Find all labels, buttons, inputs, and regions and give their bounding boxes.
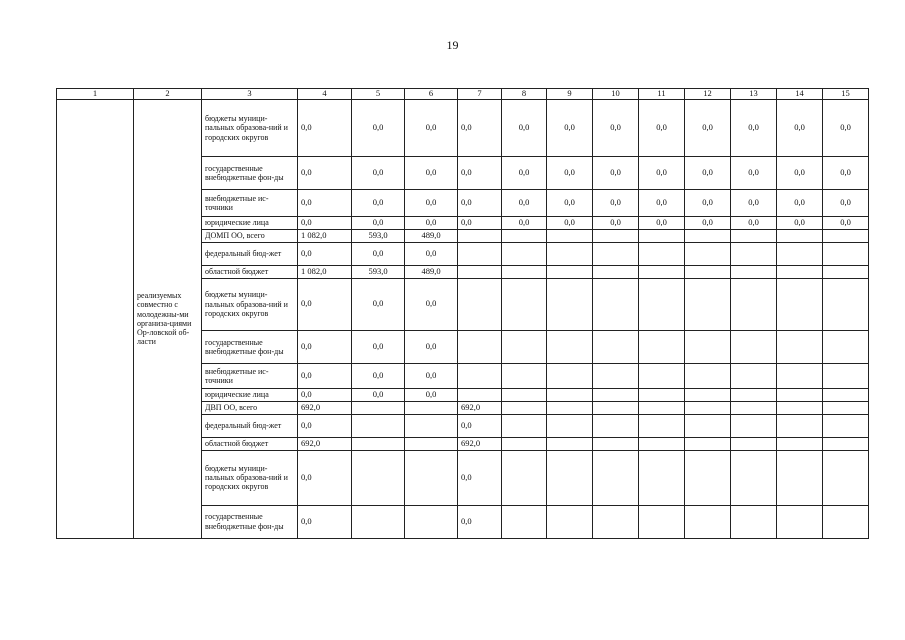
value-cell: 0,0 <box>593 217 639 230</box>
value-cell <box>777 414 823 437</box>
value-cell <box>731 363 777 388</box>
value-cell: 0,0 <box>298 414 352 437</box>
value-cell: 0,0 <box>731 190 777 217</box>
value-cell: 0,0 <box>731 217 777 230</box>
value-cell <box>458 330 502 363</box>
value-cell <box>685 388 731 401</box>
column-header: 2 <box>134 89 202 100</box>
column-header: 7 <box>458 89 502 100</box>
value-cell <box>777 265 823 278</box>
value-cell <box>502 401 547 414</box>
value-cell <box>731 450 777 505</box>
value-cell: 0,0 <box>405 190 458 217</box>
value-cell: 593,0 <box>352 265 405 278</box>
value-cell: 0,0 <box>777 190 823 217</box>
value-cell: 0,0 <box>685 190 731 217</box>
value-cell: 0,0 <box>777 100 823 157</box>
value-cell: 0,0 <box>547 217 593 230</box>
column-header: 4 <box>298 89 352 100</box>
value-cell <box>823 229 869 242</box>
value-cell: 0,0 <box>685 100 731 157</box>
value-cell <box>547 229 593 242</box>
value-cell <box>731 505 777 538</box>
value-cell: 0,0 <box>685 157 731 190</box>
value-cell: 0,0 <box>593 157 639 190</box>
value-cell: 0,0 <box>458 505 502 538</box>
value-cell: 0,0 <box>458 414 502 437</box>
value-cell: 0,0 <box>298 388 352 401</box>
value-cell <box>685 401 731 414</box>
column-header: 3 <box>202 89 298 100</box>
column-header: 13 <box>731 89 777 100</box>
value-cell <box>405 437 458 450</box>
value-cell <box>823 363 869 388</box>
value-cell: 0,0 <box>405 363 458 388</box>
value-cell: 0,0 <box>298 450 352 505</box>
value-cell <box>352 401 405 414</box>
value-cell <box>777 505 823 538</box>
value-cell <box>593 229 639 242</box>
value-cell <box>731 229 777 242</box>
value-cell <box>593 505 639 538</box>
value-cell <box>731 330 777 363</box>
value-cell <box>593 437 639 450</box>
value-cell <box>639 450 685 505</box>
value-cell: 0,0 <box>639 100 685 157</box>
value-cell <box>639 278 685 330</box>
value-cell <box>731 388 777 401</box>
value-cell: 0,0 <box>352 157 405 190</box>
funding-source-label: государственные внебюджетные фон-ды <box>202 505 298 538</box>
value-cell <box>547 265 593 278</box>
value-cell <box>593 401 639 414</box>
value-cell <box>639 437 685 450</box>
value-cell <box>502 363 547 388</box>
value-cell <box>458 242 502 265</box>
value-cell: 0,0 <box>547 157 593 190</box>
value-cell <box>593 278 639 330</box>
value-cell: 0,0 <box>298 278 352 330</box>
value-cell <box>547 242 593 265</box>
value-cell <box>547 278 593 330</box>
column-header: 11 <box>639 89 685 100</box>
value-cell <box>458 229 502 242</box>
value-cell: 0,0 <box>502 100 547 157</box>
value-cell: 692,0 <box>458 401 502 414</box>
column-header: 9 <box>547 89 593 100</box>
value-cell: 0,0 <box>405 330 458 363</box>
value-cell <box>502 229 547 242</box>
value-cell <box>547 363 593 388</box>
value-cell: 0,0 <box>547 100 593 157</box>
value-cell: 0,0 <box>639 217 685 230</box>
value-cell: 0,0 <box>298 505 352 538</box>
value-cell <box>593 414 639 437</box>
value-cell <box>823 437 869 450</box>
value-cell <box>502 414 547 437</box>
value-cell: 0,0 <box>639 157 685 190</box>
value-cell <box>731 265 777 278</box>
value-cell <box>777 401 823 414</box>
value-cell <box>823 278 869 330</box>
value-cell <box>823 388 869 401</box>
value-cell <box>823 414 869 437</box>
value-cell <box>547 330 593 363</box>
value-cell: 0,0 <box>405 157 458 190</box>
value-cell <box>685 229 731 242</box>
value-cell: 0,0 <box>458 100 502 157</box>
value-cell: 0,0 <box>502 217 547 230</box>
value-cell: 1 082,0 <box>298 265 352 278</box>
value-cell: 0,0 <box>352 217 405 230</box>
value-cell: 0,0 <box>823 217 869 230</box>
value-cell <box>458 388 502 401</box>
value-cell <box>547 388 593 401</box>
value-cell <box>639 414 685 437</box>
value-cell <box>685 505 731 538</box>
table-header-row <box>57 89 869 100</box>
value-cell: 0,0 <box>593 190 639 217</box>
value-cell <box>639 265 685 278</box>
value-cell <box>639 363 685 388</box>
value-cell <box>685 450 731 505</box>
value-cell <box>639 505 685 538</box>
value-cell <box>823 450 869 505</box>
value-cell: 692,0 <box>298 401 352 414</box>
value-cell: 692,0 <box>298 437 352 450</box>
value-cell: 0,0 <box>352 242 405 265</box>
value-cell <box>458 363 502 388</box>
value-cell: 0,0 <box>405 242 458 265</box>
column-header: 1 <box>57 89 134 100</box>
value-cell <box>547 414 593 437</box>
value-cell: 0,0 <box>298 100 352 157</box>
value-cell <box>547 401 593 414</box>
funding-source-label: федеральный бюд-жет <box>202 414 298 437</box>
value-cell <box>777 450 823 505</box>
value-cell <box>405 505 458 538</box>
funding-source-label: юридические лица <box>202 388 298 401</box>
funding-source-label: бюджеты муници-пальных образова-ний и городских округов <box>202 100 298 157</box>
value-cell <box>777 229 823 242</box>
column-header: 10 <box>593 89 639 100</box>
value-cell: 0,0 <box>405 217 458 230</box>
value-cell <box>593 450 639 505</box>
value-cell <box>731 414 777 437</box>
value-cell <box>777 330 823 363</box>
value-cell <box>502 330 547 363</box>
value-cell: 0,0 <box>352 278 405 330</box>
value-cell: 0,0 <box>458 217 502 230</box>
value-cell <box>502 278 547 330</box>
value-cell: 0,0 <box>639 190 685 217</box>
value-cell <box>685 278 731 330</box>
column-header: 15 <box>823 89 869 100</box>
value-cell <box>593 388 639 401</box>
value-cell: 0,0 <box>458 450 502 505</box>
value-cell: 0,0 <box>352 363 405 388</box>
program-description-cell: реализуемых совместно с молодежны-ми организа-циями Ор-ловской об-ласти <box>134 100 202 539</box>
value-cell <box>823 505 869 538</box>
value-cell <box>731 437 777 450</box>
value-cell: 489,0 <box>405 265 458 278</box>
value-cell: 489,0 <box>405 229 458 242</box>
value-cell <box>352 414 405 437</box>
value-cell: 0,0 <box>502 157 547 190</box>
value-cell <box>352 437 405 450</box>
value-cell: 0,0 <box>731 157 777 190</box>
value-cell: 0,0 <box>352 190 405 217</box>
value-cell <box>777 278 823 330</box>
value-cell <box>685 437 731 450</box>
value-cell <box>405 450 458 505</box>
value-cell <box>405 401 458 414</box>
value-cell: 0,0 <box>298 363 352 388</box>
value-cell <box>639 330 685 363</box>
value-cell: 0,0 <box>823 157 869 190</box>
value-cell <box>685 242 731 265</box>
value-cell <box>593 363 639 388</box>
value-cell <box>547 437 593 450</box>
value-cell: 0,0 <box>405 100 458 157</box>
column-header: 12 <box>685 89 731 100</box>
value-cell: 0,0 <box>777 217 823 230</box>
value-cell <box>685 330 731 363</box>
value-cell <box>405 414 458 437</box>
value-cell <box>823 401 869 414</box>
value-cell: 0,0 <box>823 190 869 217</box>
funding-source-label: внебюджетные ис-точники <box>202 363 298 388</box>
value-cell <box>823 242 869 265</box>
value-cell <box>731 401 777 414</box>
funding-source-label: бюджеты муници-пальных образова-ний и городских округов <box>202 450 298 505</box>
value-cell: 0,0 <box>458 157 502 190</box>
value-cell: 0,0 <box>502 190 547 217</box>
value-cell <box>593 330 639 363</box>
column-header: 6 <box>405 89 458 100</box>
value-cell <box>639 229 685 242</box>
value-cell: 0,0 <box>352 100 405 157</box>
value-cell: 1 082,0 <box>298 229 352 242</box>
value-cell <box>458 265 502 278</box>
value-cell <box>502 437 547 450</box>
value-cell: 0,0 <box>685 217 731 230</box>
value-cell: 0,0 <box>458 190 502 217</box>
value-cell <box>731 242 777 265</box>
column-header: 14 <box>777 89 823 100</box>
value-cell: 0,0 <box>405 388 458 401</box>
value-cell <box>685 363 731 388</box>
value-cell: 593,0 <box>352 229 405 242</box>
value-cell <box>731 278 777 330</box>
value-cell <box>502 505 547 538</box>
table-row <box>57 100 869 157</box>
value-cell: 0,0 <box>547 190 593 217</box>
value-cell <box>547 450 593 505</box>
value-cell: 0,0 <box>352 388 405 401</box>
funding-source-label: внебюджетные ис-точники <box>202 190 298 217</box>
value-cell <box>639 388 685 401</box>
value-cell <box>502 388 547 401</box>
value-cell <box>458 278 502 330</box>
funding-source-label: государственные внебюджетные фон-ды <box>202 157 298 190</box>
value-cell <box>823 265 869 278</box>
value-cell <box>777 437 823 450</box>
value-cell: 0,0 <box>593 100 639 157</box>
page-number: 19 <box>446 38 459 52</box>
value-cell: 0,0 <box>298 330 352 363</box>
funding-source-label: государственные внебюджетные фон-ды <box>202 330 298 363</box>
funding-source-label: областной бюджет <box>202 437 298 450</box>
value-cell: 0,0 <box>823 100 869 157</box>
value-cell <box>685 414 731 437</box>
value-cell: 0,0 <box>298 157 352 190</box>
funding-source-label: ДОМП ОО, всего <box>202 229 298 242</box>
value-cell <box>639 401 685 414</box>
funding-source-label: областной бюджет <box>202 265 298 278</box>
value-cell: 0,0 <box>731 100 777 157</box>
col1-cell <box>57 100 134 539</box>
value-cell: 0,0 <box>405 278 458 330</box>
value-cell <box>639 242 685 265</box>
value-cell <box>352 505 405 538</box>
value-cell <box>547 505 593 538</box>
value-cell <box>823 330 869 363</box>
value-cell: 0,0 <box>298 190 352 217</box>
column-header: 8 <box>502 89 547 100</box>
value-cell <box>502 265 547 278</box>
value-cell: 0,0 <box>777 157 823 190</box>
funding-source-label: федеральный бюд-жет <box>202 242 298 265</box>
value-cell <box>685 265 731 278</box>
funding-source-label: юридические лица <box>202 217 298 230</box>
budget-table <box>56 88 869 539</box>
value-cell <box>777 388 823 401</box>
value-cell: 0,0 <box>298 217 352 230</box>
value-cell: 0,0 <box>298 242 352 265</box>
funding-source-label: ДВП ОО, всего <box>202 401 298 414</box>
value-cell <box>777 363 823 388</box>
value-cell <box>502 450 547 505</box>
value-cell <box>352 450 405 505</box>
value-cell <box>502 242 547 265</box>
column-header: 5 <box>352 89 405 100</box>
value-cell <box>593 242 639 265</box>
value-cell: 0,0 <box>352 330 405 363</box>
value-cell: 692,0 <box>458 437 502 450</box>
funding-source-label: бюджеты муници-пальных образова-ний и городских округов <box>202 278 298 330</box>
value-cell <box>777 242 823 265</box>
value-cell <box>593 265 639 278</box>
